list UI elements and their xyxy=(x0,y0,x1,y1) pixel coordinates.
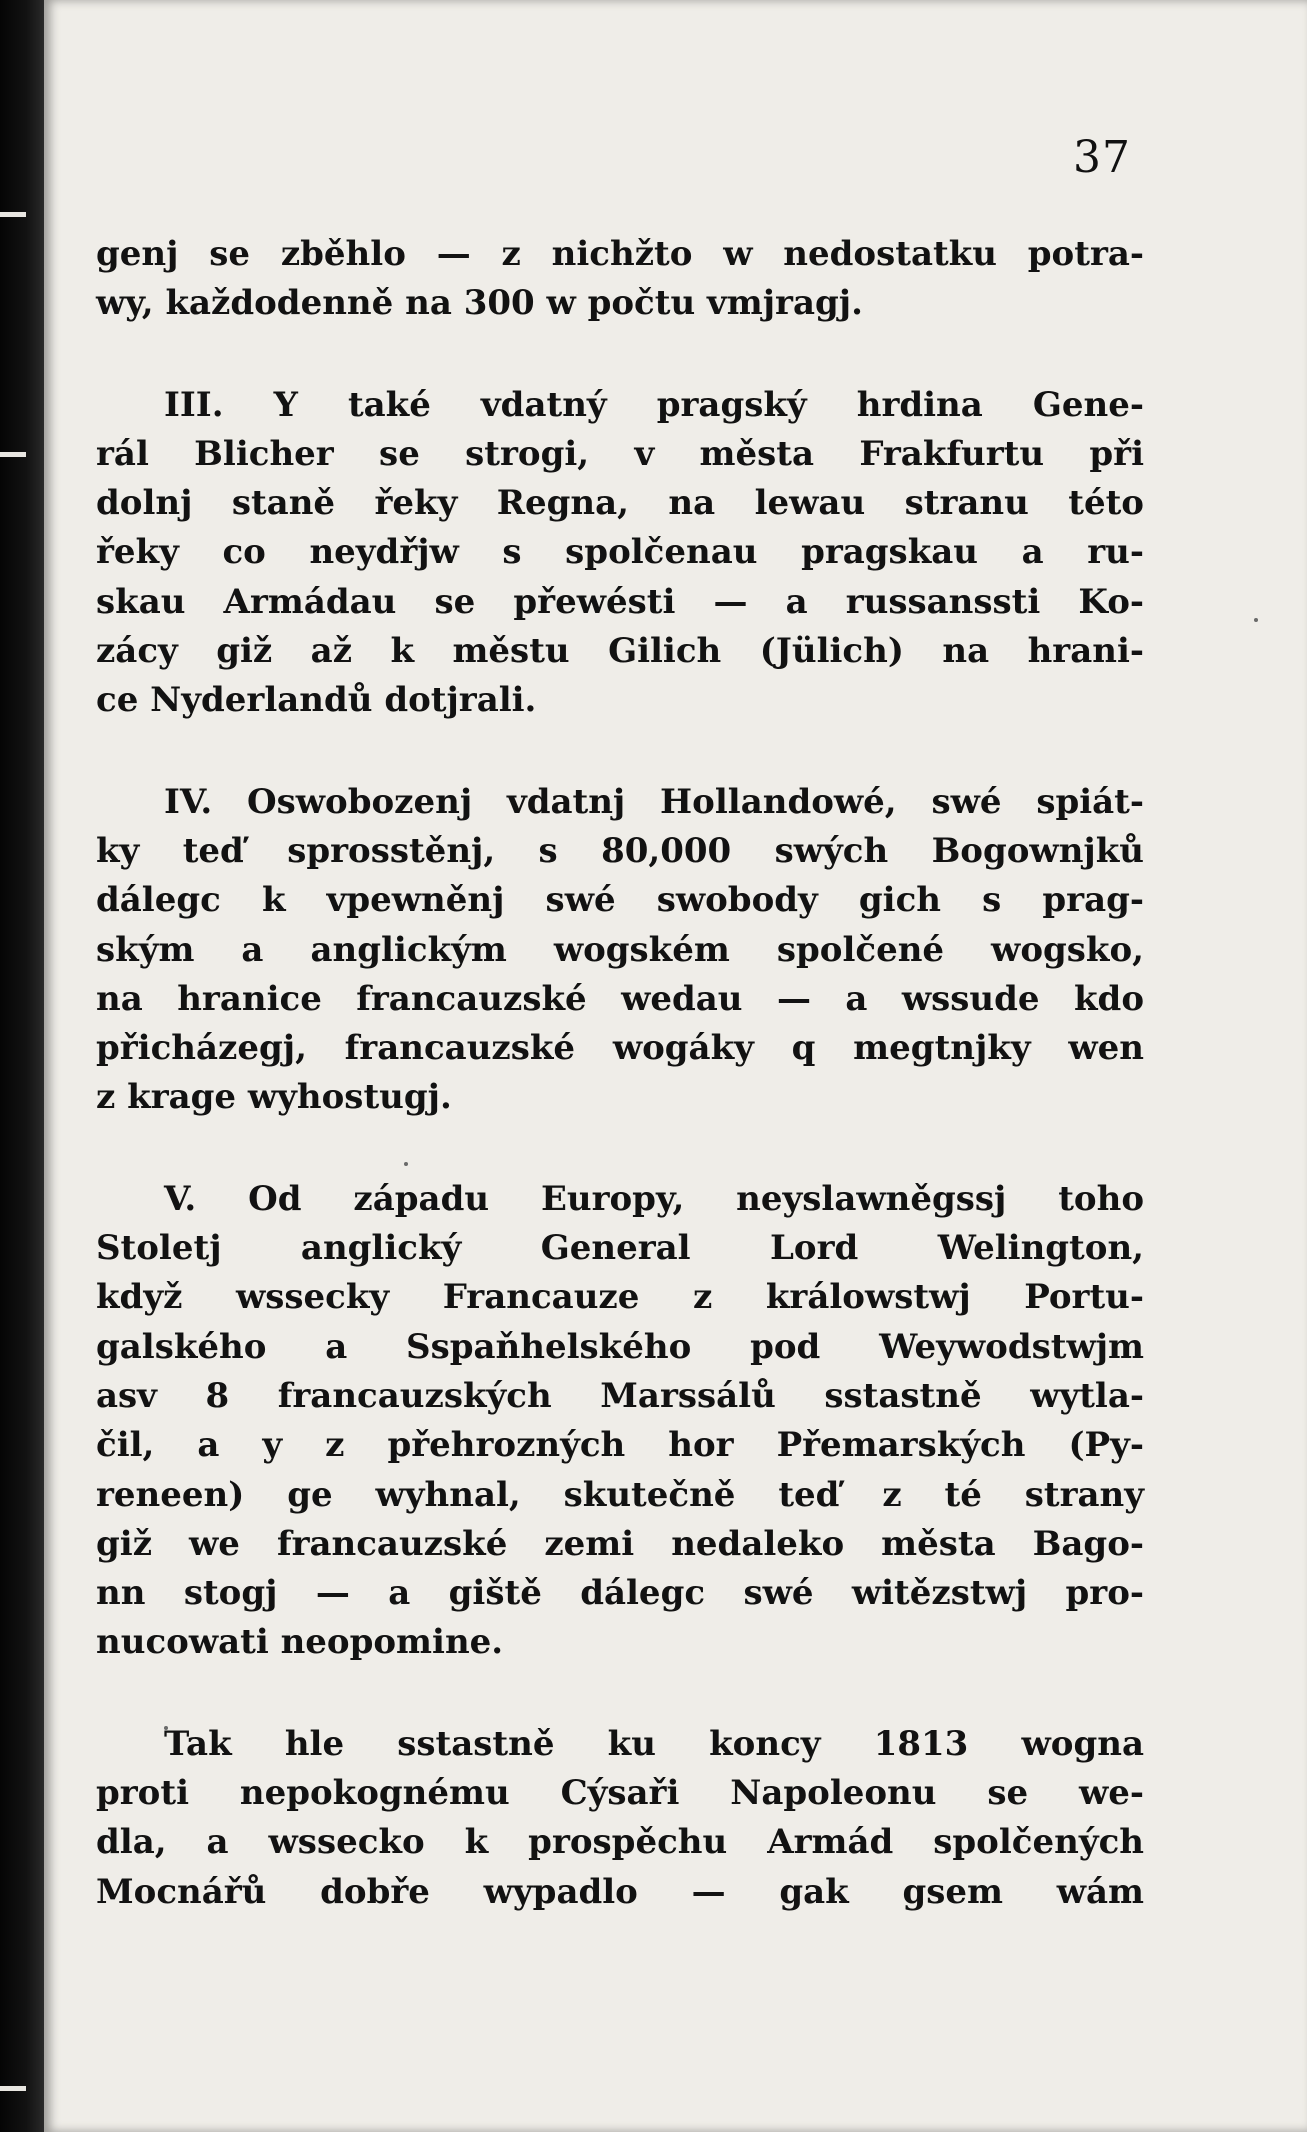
paragraph-v xyxy=(96,1175,1144,1668)
text-line: zácy giž až k městu Gilich (Jülich) na hrani‑ xyxy=(96,631,1144,672)
text-line: ky teď sprosstěnj, s 80,000 swých Bogownjků xyxy=(96,830,1144,871)
text-line: rál Blicher se strogi, v města Frakfurtu při xyxy=(96,433,1144,474)
text-line: dla, a wssecko k prospěchu Armád spolčených xyxy=(96,1822,1144,1863)
ink-speck xyxy=(1254,618,1258,622)
paragraph-closing xyxy=(96,1720,1144,1917)
text-line: když wssecky Francauze z králowstwj Portu‑ xyxy=(96,1277,1144,1318)
text-line: wy, každodenně na 300 w počtu vmjragj. xyxy=(96,283,863,324)
text-line: III. Y také vdatný pragský hrdina Gene‑ xyxy=(164,384,1144,425)
text-line: Tak hle sstastně ku koncy 1813 wogna xyxy=(164,1723,1144,1764)
text-line: čil, a y z přehrozných hor Přemarských (Py‑ xyxy=(96,1425,1144,1466)
text-line: Mocnářů dobře wypadlo — gak gsem wám xyxy=(96,1871,1144,1912)
edge-mark xyxy=(0,2086,26,2091)
text-line: IV. Oswobozenj vdatnj Hollandowé, swé spiát‑ xyxy=(164,781,1144,822)
text-line: na hranice francauzské wedau — a wssude kdo xyxy=(96,978,1144,1019)
body-text xyxy=(96,230,1144,1969)
edge-mark xyxy=(0,452,26,457)
text-line: z krage wyhostugj. xyxy=(96,1077,452,1118)
text-line: genj se zběhlo — z nichžto w nedostatku potra‑ xyxy=(96,234,1144,274)
paragraph-iii xyxy=(96,381,1144,726)
text-line: přicházegj, francauzské wogáky q megtnjky wen xyxy=(96,1028,1144,1069)
text-line: nn stogj — a giště dálegc swé witězstwj pro‑ xyxy=(96,1573,1144,1614)
text-line: ce Nyderlandů dotjrali. xyxy=(96,680,537,721)
edge-mark xyxy=(0,212,26,217)
text-line: V. Od západu Europy, neyslawněgssj toho xyxy=(164,1178,1144,1219)
text-line: dálegc k vpewněnj swé swobody gich s prag‑ xyxy=(96,880,1144,921)
text-line: asv 8 francauzských Marssálů sstastně wytla‑ xyxy=(96,1375,1144,1416)
page-binding-edge xyxy=(0,0,44,2132)
text-line: řeky co neydřjw s spolčenau pragskau a ru‑ xyxy=(96,532,1144,573)
paragraph-continuation xyxy=(96,230,1144,329)
text-line: dolnj staně řeky Regna, na lewau stranu této xyxy=(96,483,1144,524)
text-line: nucowati neopomine. xyxy=(96,1622,504,1663)
paragraph-iv xyxy=(96,778,1144,1123)
text-line: giž we francauzské zemi nedaleko města Bago‑ xyxy=(96,1523,1144,1564)
text-line: proti nepokognému Cýsaři Napoleonu se we‑ xyxy=(96,1773,1144,1814)
text-line: Stoletj anglický General Lord Welington, xyxy=(96,1228,1144,1269)
page-number: 37 xyxy=(1073,132,1131,183)
text-line: galského a Sspaňhelského pod Weywodstwjm xyxy=(96,1326,1144,1367)
text-line: ským a anglickým wogském spolčené wogsko, xyxy=(96,929,1144,970)
text-line: skau Armádau se přewésti — a russanssti Ko‑ xyxy=(96,581,1144,622)
text-line: reneen) ge wyhnal, skutečně teď z té strany xyxy=(96,1474,1144,1515)
